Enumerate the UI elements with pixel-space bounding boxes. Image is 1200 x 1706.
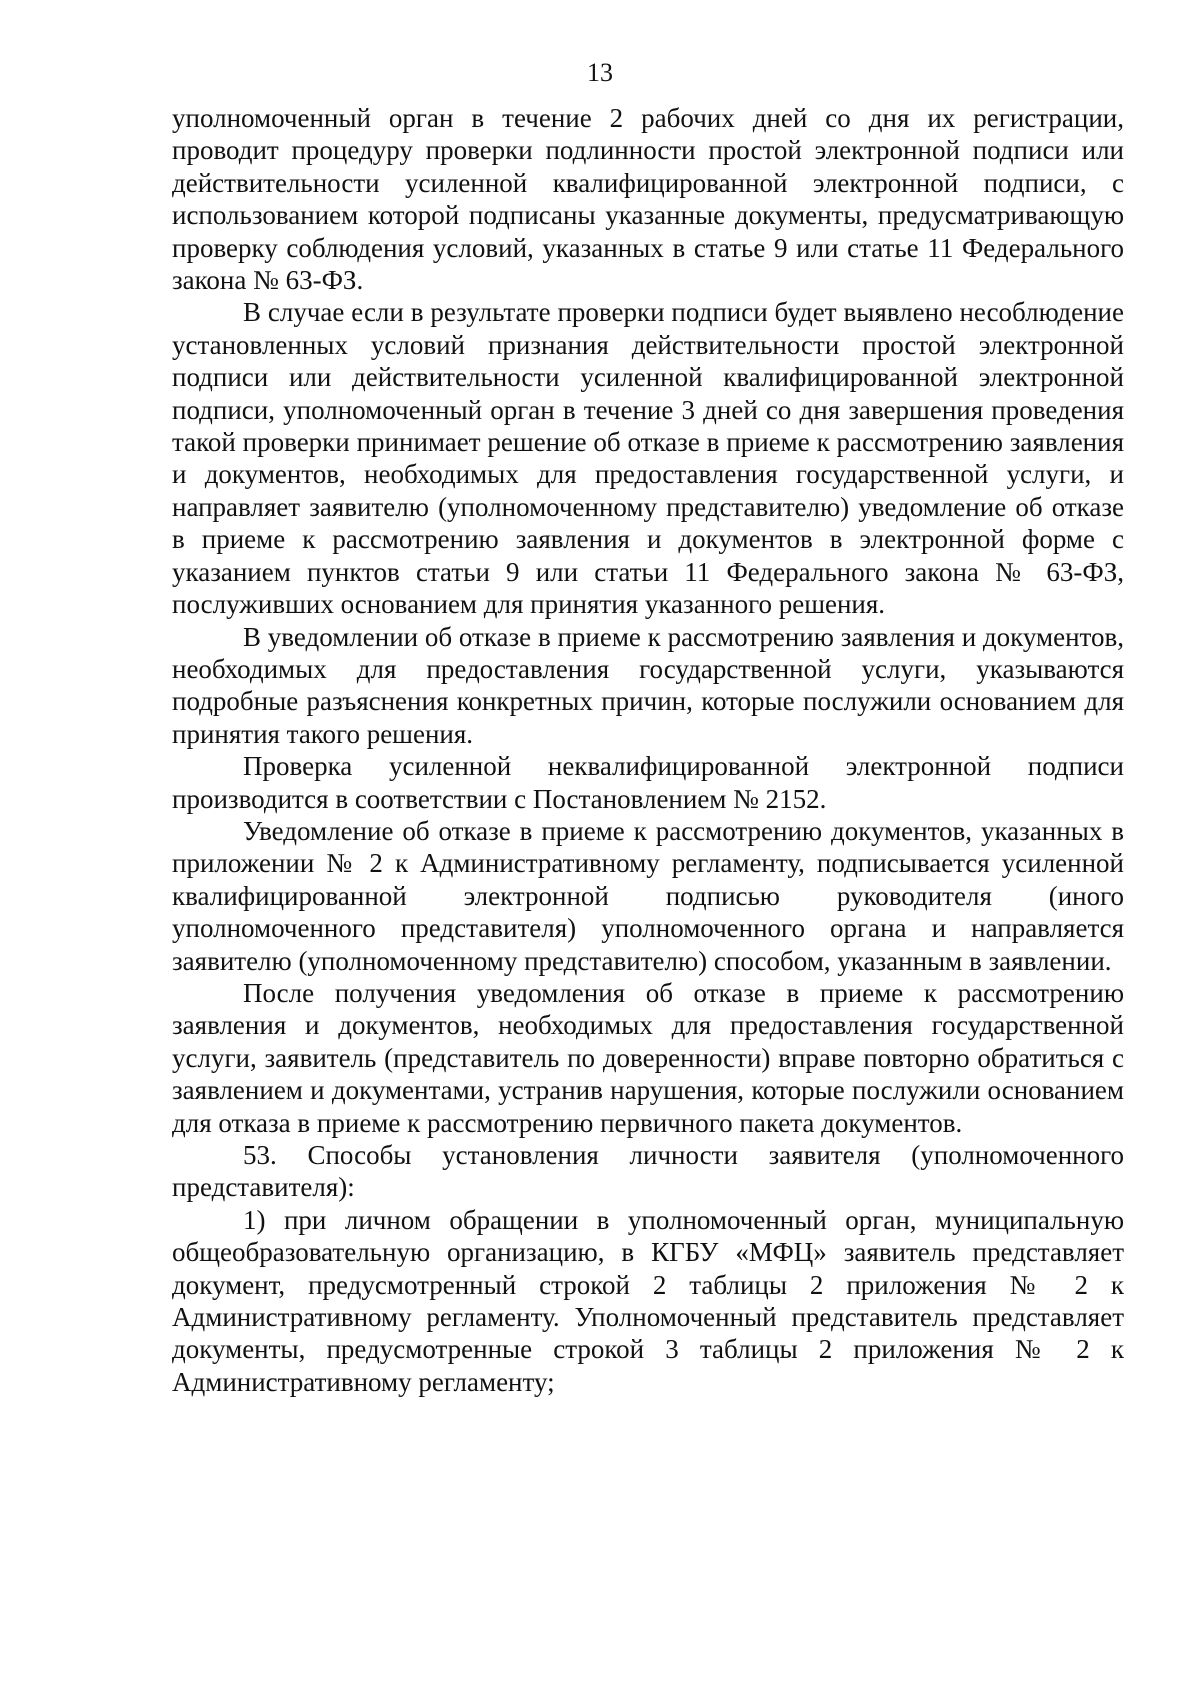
paragraph: В случае если в результате проверки подписи будет выявлено несоблюдение установленных условий признания действительности простой электронной подписи или действительности усиленной квалифицированной электронной подписи, уполномоченный орган в течение 3 дней со дня завершения проведения такой проверки принимает решение об отказе в приеме к рассмотрению заявления и документов, необходимых для предоставления государственной услуги, и направляет заявителю (уполномоченному представителю) уведомление об отказе в приеме к рассмотрению заявления и документов в электронной форме с указанием пунктов статьи 9 или статьи 11 Федерального закона № 63-ФЗ, послуживших основанием для принятия указанного решения. bbox=[172, 297, 1124, 620]
paragraph: 1) при личном обращении в уполномоченный орган, муниципальную общеобразовательную организацию, в КГБУ «МФЦ» заявитель представляет документ, предусмотренный строкой 2 таблицы 2 приложения № 2 к Административному регламенту. Уполномоченный представитель представляет документы, предусмотренные строкой 3 таблицы 2 приложения № 2 к Административному регламенту; bbox=[172, 1204, 1124, 1397]
paragraph: 53. Способы установления личности заявителя (уполномоченного представителя): bbox=[172, 1140, 1124, 1203]
paragraph: уполномоченный орган в течение 2 рабочих дней со дня их регистрации, проводит процедуру проверки подлинности простой электронной подписи или действительности усиленной квалифицированной электронной подписи, с использованием которой подписаны указанные документы, предусматривающую проверку соблюдения условий, указанных в статье 9 или статье 11 Федерального закона № 63-ФЗ. bbox=[172, 103, 1124, 296]
page-number: 13 bbox=[587, 58, 613, 87]
paragraph: Уведомление об отказе в приеме к рассмотрению документов, указанных в приложении № 2 к Административному регламенту, подписывается усиленной квалифицированной электронной подписью руководителя (иного уполномоченного представителя) уполномоченного органа и направляется заявителю (уполномоченному представителю) способом, указанным в заявлении. bbox=[172, 815, 1124, 976]
paragraph: Проверка усиленной неквалифицированной электронной подписи производится в соответствии с Постановлением № 2152. bbox=[172, 751, 1124, 814]
paragraph: После получения уведомления об отказе в приеме к рассмотрению заявления и документов, необходимых для предоставления государственной услуги, заявитель (представитель по доверенности) вправе повторно обратиться с заявлением и документами, устранив нарушения, которые послужили основанием для отказа в приеме к рассмотрению первичного пакета документов. bbox=[172, 977, 1124, 1138]
document-body bbox=[172, 102, 1124, 1398]
paragraph: В уведомлении об отказе в приеме к рассмотрению заявления и документов, необходимых для предоставления государственной услуги, указываются подробные разъяснения конкретных причин, которые послужили основанием для принятия такого решения. bbox=[172, 621, 1124, 749]
